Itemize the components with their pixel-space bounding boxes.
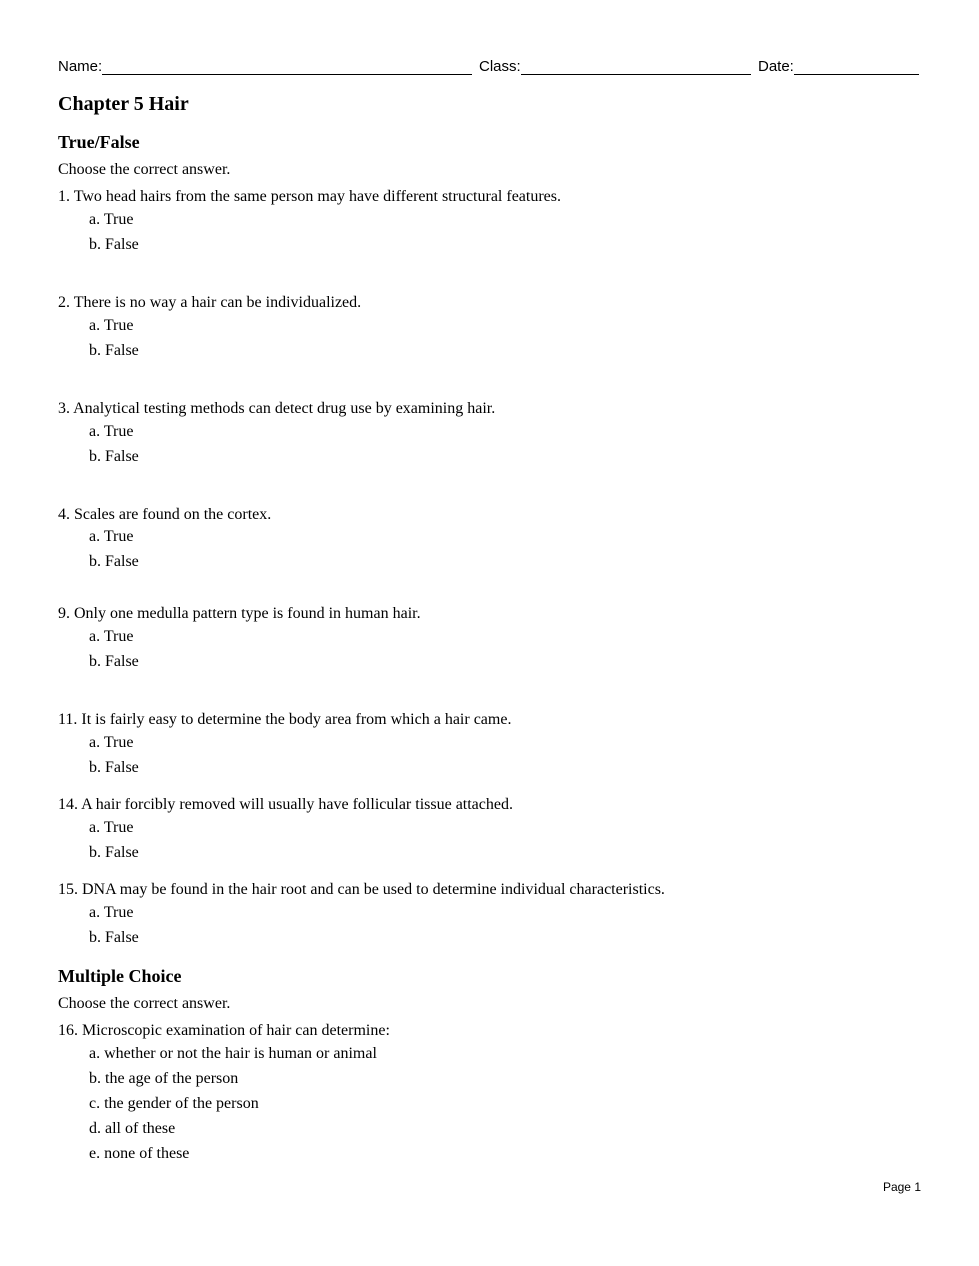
answer-option: a. True	[89, 628, 134, 645]
answer-option: c. the gender of the person	[89, 1095, 259, 1112]
answer-option: d. all of these	[89, 1120, 176, 1137]
answer-option: b. False	[89, 929, 139, 946]
name-blank-line[interactable]	[102, 58, 472, 75]
answer-option: b. False	[89, 759, 139, 776]
answer-option: e. none of these	[89, 1145, 190, 1162]
answer-option: a. True	[89, 819, 134, 836]
section-heading-multiple-choice: Multiple Choice	[58, 966, 182, 986]
section-instruction: Choose the correct answer.	[58, 161, 231, 178]
answer-option: a. True	[89, 211, 134, 228]
name-label: Name:	[58, 58, 103, 75]
date-blank-line[interactable]	[794, 58, 919, 75]
answer-option: a. True	[89, 904, 134, 921]
name-field[interactable]	[58, 58, 472, 75]
answer-option: b. False	[89, 236, 139, 253]
section-heading-true-false: True/False	[58, 132, 140, 152]
question-text: 14. A hair forcibly removed will usually have follicular tissue attached.	[58, 796, 513, 813]
date-field[interactable]	[758, 58, 919, 75]
answer-option: b. False	[89, 844, 139, 861]
answer-option: b. False	[89, 653, 139, 670]
question-text: 11. It is fairly easy to determine the body area from which a hair came.	[58, 711, 512, 728]
class-blank-line[interactable]	[521, 58, 751, 75]
answer-option: b. the age of the person	[89, 1070, 239, 1087]
date-label: Date:	[758, 58, 794, 75]
answer-option: b. False	[89, 448, 139, 465]
answer-option: a. True	[89, 528, 134, 545]
student-info-header	[58, 58, 921, 78]
question-text: 4. Scales are found on the cortex.	[58, 506, 272, 523]
question-text: 15. DNA may be found in the hair root and can be used to determine individual characteristics.	[58, 881, 665, 898]
question-text: 9. Only one medulla pattern type is found in human hair.	[58, 605, 421, 622]
section-instruction: Choose the correct answer.	[58, 995, 231, 1012]
answer-option: b. False	[89, 553, 139, 570]
answer-option: a. True	[89, 734, 134, 751]
class-field[interactable]	[479, 58, 751, 75]
question-text: 1. Two head hairs from the same person may have different structural features.	[58, 188, 561, 205]
question-text: 3. Analytical testing methods can detect drug use by examining hair.	[58, 400, 496, 417]
answer-option: a. True	[89, 317, 134, 334]
question-text: 16. Microscopic examination of hair can determine:	[58, 1022, 390, 1039]
question-text: 2. There is no way a hair can be individualized.	[58, 294, 362, 311]
answer-option: a. True	[89, 423, 134, 440]
class-label: Class:	[479, 58, 521, 75]
chapter-title: Chapter 5 Hair	[58, 93, 189, 115]
answer-option: a. whether or not the hair is human or animal	[89, 1045, 377, 1062]
answer-option: b. False	[89, 342, 139, 359]
page-number: Page 1	[882, 1180, 921, 1194]
